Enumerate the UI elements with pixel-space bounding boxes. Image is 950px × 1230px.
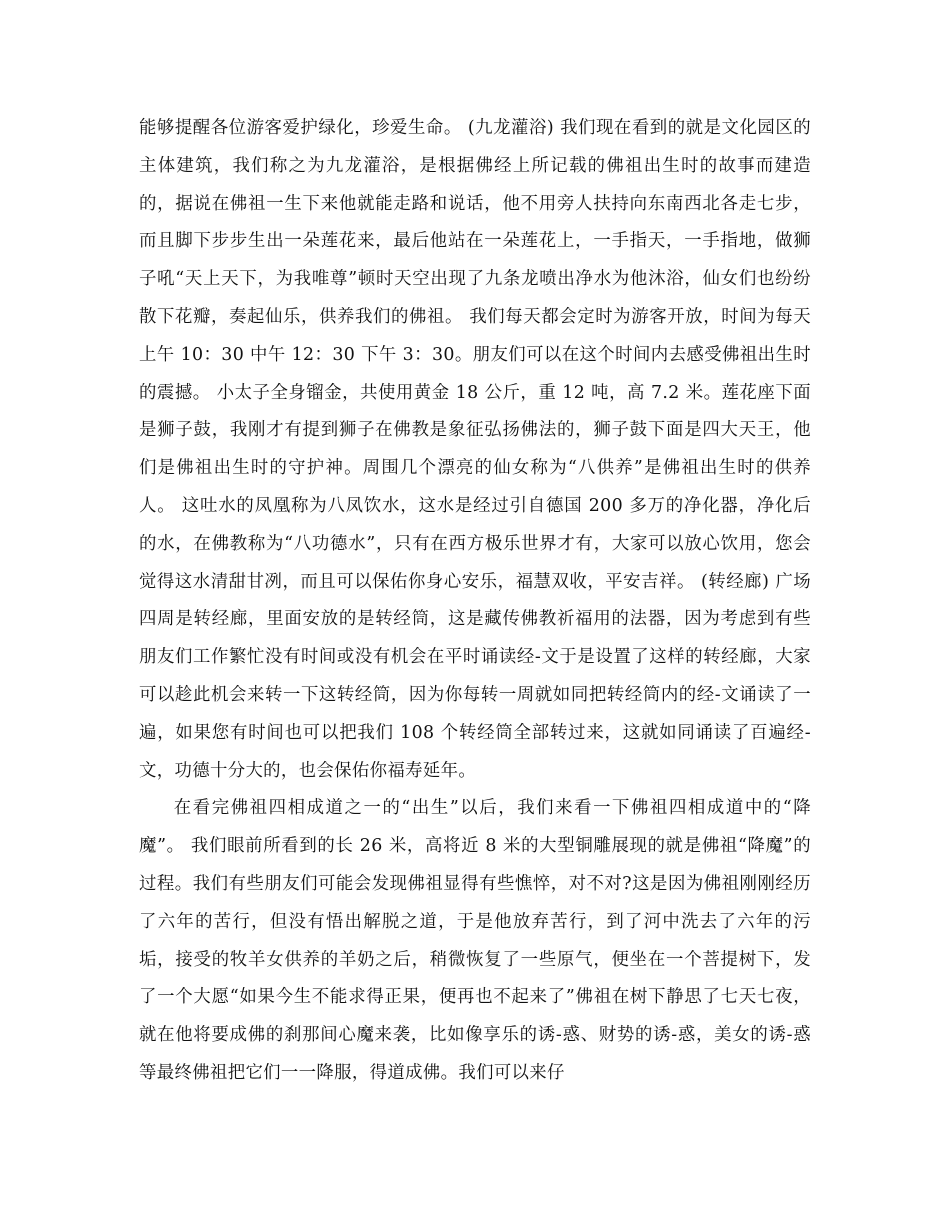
paragraph-1: 能够提醒各位游客爱护绿化，珍爱生命。 (九龙灌浴) 我们现在看到的就是文化园区的主体建筑，我们称之为九龙灌浴，是根据佛经上所记载的佛祖出生时的故事而建造的，据说在佛祖一生下来他就能走路和说话，他不用旁人扶持向东南西北各走七步，而且脚下步步生出一朵莲花来，最后他站在一朵莲花上，一手指天，一手指地，做狮子吼“天上天下，为我唯尊”顿时天空出现了九条龙喷出净水为他沐浴，仙女们也纷纷散下花瓣，奏起仙乐，供养我们的佛祖。 我们每天都会定时为游客开放，时间为每天上午 10：30 中午 12：30 下午 3：30。朋友们可以在这个时间内去感受佛祖出生时的震撼。 小太子全身镏金，共使用黄金 18 公斤，重 12 吨，高 7.2 米。莲花座下面是狮子鼓，我刚才有提到狮子在佛教是象征弘扬佛法的，狮子鼓下面是四大天王，他们是佛祖出生时的守护神。周围几个漂亮的仙女称为“八供养”是佛祖出生时的供养人。 这吐水的凤凰称为八凤饮水，这水是经过引自德国 200 多万的净化器，净化后的水，在佛教称为“八功德水”，只有在西方极乐世界才有，大家可以放心饮用，您会觉得这水清甜甘冽，而且可以保佑你身心安乐，福慧双收，平安吉祥。 (转经廊) 广场四周是转经廊，里面安放的是转经筒，这是藏传佛教祈福用的法器，因为考虑到有些朋友们工作繁忙没有时间或没有机会在平时诵读经-文于是设置了这样的转经廊，大家可以趁此机会来转一下这转经筒，因为你每转一周就如同把转经筒内的经-文诵读了一遍，如果您有时间也可以把我们 108 个转经筒全部转过来，这就如同诵读了百遍经-文，功德十分大的，也会保佑你福寿延年。 xyxy=(139,118,811,781)
paragraph-2: 在看完佛祖四相成道之一的“出生”以后，我们来看一下佛祖四相成道中的“降魔”。 我们眼前所看到的长 26 米，高将近 8 米的大型铜雕展现的就是佛祖“降魔”的过程。我们有些朋友们可能会发现佛祖显得有些憔悴，对不对?这是因为佛祖刚刚经历了六年的苦行，但没有悟出解脱之道，于是他放弃苦行，到了河中洗去了六年的污垢，接受的牧羊女供养的羊奶之后，稍微恢复了一些原气，便坐在一个菩提树下，发了一个大愿“如果今生不能求得正果，便再也不起来了”佛祖在树下静思了七天七夜，就在他将要成佛的刹那间心魔来袭，比如像享乐的诱-惑、财势的诱-惑，美女的诱-惑等最终佛祖把它们一一降服，得道成佛。我们可以来仔 xyxy=(139,798,811,1083)
document-body xyxy=(139,110,811,1093)
